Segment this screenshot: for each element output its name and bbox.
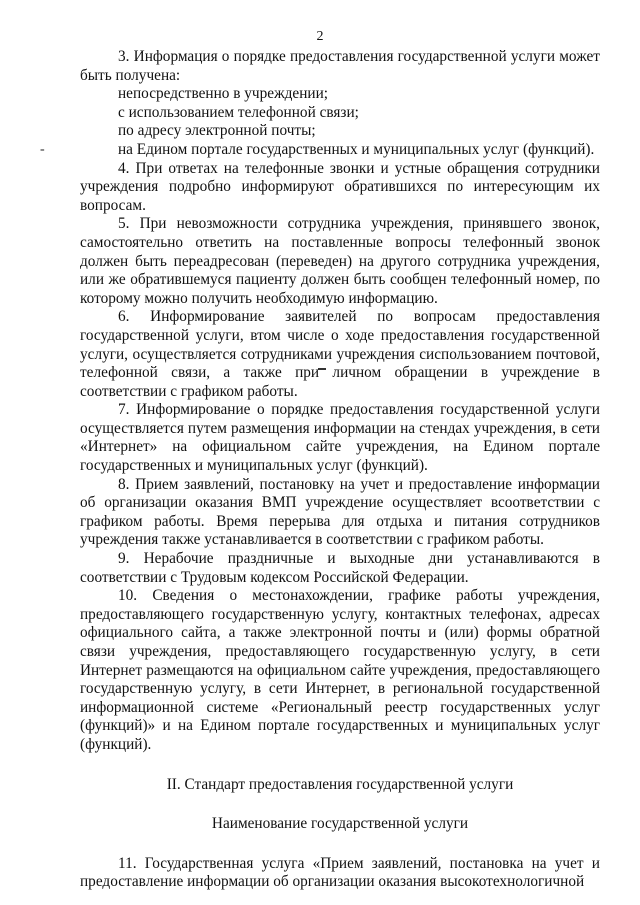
margin-mark: -	[40, 142, 45, 157]
list-item-portal: на Едином портале государственных и муниципальных услуг (функций).	[118, 140, 595, 158]
paragraph-6: 6. Информирование заявителей по вопросам предоставления государственной услуги, втом числе о ходе предоставления государственной услуги, осуществляется сотрудниками учреждения сиспользованием почтовой, телефонной связи, а также при личном обращении в учреждение в соответствии с графиком работы.	[80, 308, 600, 400]
list-item-telephone: с использованием телефонной связи;	[118, 103, 359, 121]
list-item-email: по адресу электронной почты;	[118, 122, 316, 140]
section-heading: II. Стандарт предоставления государственной услуги	[166, 775, 514, 793]
list-item-in-institution: непосредственно в учреждении;	[118, 85, 329, 103]
subsection-heading: Наименование государственной услуги	[211, 815, 469, 833]
paragraph-10: 10. Сведения о местонахождении, графике работы учреждения, предоставляющего государственную услугу, контактных телефонах, адресах официального сайта, а также электронной почты и (или) формы обратной связи учреждения, предоставляющего государственную услугу, в сети Интернет размещаются на официальном сайте учреждения, предоставляющего государственную услугу, в сети Интернет, в региональной государственной информационной системе «Региональный реестр государственных услуг (функций)» и на Едином портале государственных и муниципальных услуг (функций).	[80, 587, 600, 753]
paragraph-4: 4. При ответах на телефонные звонки и устные обращения сотрудники учреждения подробно информируют обратившихся по интересующим их вопросам.	[80, 159, 600, 214]
paragraph-11: 11. Государственная услуга «Прием заявлений, постановка на учет и предоставление информации об организации оказания высокотехнологичной	[80, 854, 600, 891]
paragraph-3: 3. Информация о порядке предоставления государственной услуги может быть получена:	[80, 48, 600, 84]
document-body	[80, 48, 600, 892]
paragraph-9: 9. Нерабочие праздничные и выходные дни устанавливаются в соответствии с Трудовым кодексом Российской Федерации.	[80, 550, 600, 586]
paragraph-5: 5. При невозможности сотрудника учреждения, принявшего звонок, самостоятельно ответить на поставленные вопросы телефонный звонок должен быть переадресован (переведен) на другого сотрудника учреждения, или же обратившемуся пациенту должен быть сообщен телефонный номер, по которому можно получить необходимую информацию.	[80, 215, 600, 307]
paragraph-7: 7. Информирование о порядке предоставления государственной услуги осуществляется путем размещения информации на стендах учреждения, в сети «Интернет» на официальном сайте учреждения, на Едином портале государственных и муниципальных услуг (функций).	[80, 401, 600, 475]
page-number: 2	[316, 29, 324, 44]
paragraph-8: 8. Прием заявлений, постановку на учет и предоставление информации об организации оказания ВМП учреждение осуществляет всоответствии с графиком работы. Время перерыва для отдыха и питания сотрудников учреждения также устанавливается в соответствии с графиком работы.	[80, 475, 600, 549]
